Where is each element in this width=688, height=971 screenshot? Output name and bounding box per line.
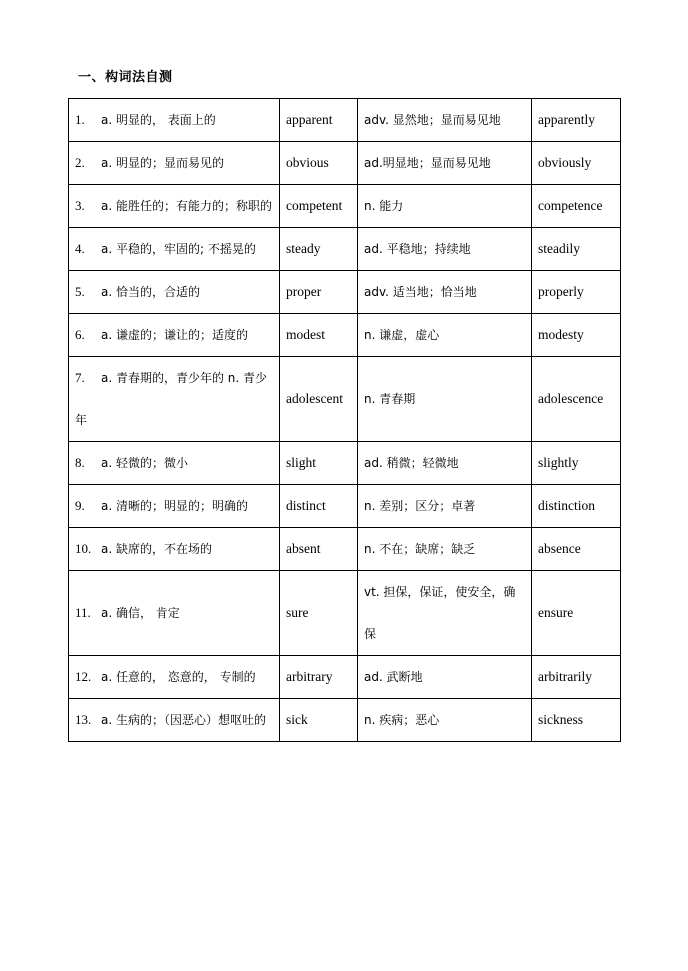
word-cell: arbitrary	[280, 656, 358, 699]
derived-definition-cell: ad. 武断地	[358, 656, 532, 699]
word-cell: steady	[280, 228, 358, 271]
table-row	[69, 656, 621, 699]
derived-definition-cell: n. 差别；区分；卓著	[358, 485, 532, 528]
meaning-cell	[69, 271, 280, 314]
derived-word-cell: properly	[532, 271, 621, 314]
meaning-cell	[69, 314, 280, 357]
meaning-text: a. 清晰的；明显的；明确的	[101, 499, 248, 513]
derived-definition-cell: vt. 担保，保证，使安全，确保	[358, 571, 532, 656]
meaning-cell	[69, 699, 280, 742]
meaning-text: a. 轻微的；微小	[101, 456, 188, 470]
word-cell: sick	[280, 699, 358, 742]
derived-word-cell: sickness	[532, 699, 621, 742]
row-number: 13.	[75, 712, 92, 727]
row-number: 11.	[75, 605, 91, 620]
word-cell: distinct	[280, 485, 358, 528]
meaning-text: a. 青春期的，青少年的 n. 青少年	[75, 371, 268, 427]
derived-definition-cell: n. 青春期	[358, 357, 532, 442]
table-row	[69, 271, 621, 314]
row-number: 9.	[75, 498, 85, 513]
meaning-cell	[69, 485, 280, 528]
meaning-text: a. 恰当的，合适的	[101, 285, 200, 299]
table-row	[69, 99, 621, 142]
table-row	[69, 228, 621, 271]
row-number: 2.	[75, 155, 85, 170]
meaning-text: a. 能胜任的；有能力的；称职的	[101, 199, 272, 213]
meaning-cell	[69, 442, 280, 485]
table-row	[69, 314, 621, 357]
meaning-text: a. 缺席的，不在场的	[101, 542, 212, 556]
meaning-cell	[69, 528, 280, 571]
derived-word-cell: apparently	[532, 99, 621, 142]
derived-word-cell: distinction	[532, 485, 621, 528]
table-row	[69, 185, 621, 228]
derived-word-cell: adolescence	[532, 357, 621, 442]
row-number: 3.	[75, 198, 85, 213]
word-cell: absent	[280, 528, 358, 571]
row-number: 6.	[75, 327, 85, 342]
meaning-text: a. 明显的；显而易见的	[101, 156, 224, 170]
table-row	[69, 142, 621, 185]
derived-definition-cell: n. 疾病；恶心	[358, 699, 532, 742]
word-cell: adolescent	[280, 357, 358, 442]
derived-word-cell: steadily	[532, 228, 621, 271]
derived-word-cell: slightly	[532, 442, 621, 485]
row-number: 12.	[75, 669, 92, 684]
word-cell: slight	[280, 442, 358, 485]
word-cell: proper	[280, 271, 358, 314]
word-formation-table	[68, 98, 621, 742]
derived-definition-cell: n. 能力	[358, 185, 532, 228]
meaning-text: a. 明显的， 表面上的	[101, 113, 216, 127]
table-row	[69, 528, 621, 571]
row-number: 10.	[75, 541, 92, 556]
derived-definition-cell: ad. 平稳地；持续地	[358, 228, 532, 271]
table-row	[69, 485, 621, 528]
table-body	[69, 99, 621, 742]
derived-word-cell: obviously	[532, 142, 621, 185]
row-number: 8.	[75, 455, 85, 470]
meaning-cell	[69, 656, 280, 699]
word-cell: sure	[280, 571, 358, 656]
row-number: 5.	[75, 284, 85, 299]
meaning-text: a. 谦虚的；谦让的；适度的	[101, 328, 248, 342]
table-row	[69, 699, 621, 742]
derived-word-cell: arbitrarily	[532, 656, 621, 699]
meaning-text: a. 生病的；（因恶心）想呕吐的	[101, 713, 266, 727]
meaning-cell	[69, 571, 280, 656]
table-row	[69, 571, 621, 656]
meaning-cell	[69, 99, 280, 142]
word-cell: obvious	[280, 142, 358, 185]
meaning-cell	[69, 357, 280, 442]
derived-definition-cell: adv. 适当地；恰当地	[358, 271, 532, 314]
derived-word-cell: absence	[532, 528, 621, 571]
meaning-cell	[69, 228, 280, 271]
derived-definition-cell: ad.明显地；显而易见地	[358, 142, 532, 185]
table-row	[69, 442, 621, 485]
word-cell: competent	[280, 185, 358, 228]
derived-word-cell: ensure	[532, 571, 621, 656]
derived-word-cell: competence	[532, 185, 621, 228]
section-heading: 一、构词法自测	[78, 70, 173, 85]
table-row	[69, 357, 621, 442]
row-number: 1.	[75, 112, 85, 127]
word-cell: modest	[280, 314, 358, 357]
derived-definition-cell: adv. 显然地；显而易见地	[358, 99, 532, 142]
derived-word-cell: modesty	[532, 314, 621, 357]
word-cell: apparent	[280, 99, 358, 142]
meaning-text: a. 平稳的，牢固的; 不摇晃的	[101, 242, 256, 256]
derived-definition-cell: n. 谦虚，虚心	[358, 314, 532, 357]
row-number: 4.	[75, 241, 85, 256]
meaning-cell	[69, 142, 280, 185]
meaning-cell	[69, 185, 280, 228]
row-number: 7.	[75, 370, 85, 385]
derived-definition-cell: ad. 稍微；轻微地	[358, 442, 532, 485]
meaning-text: a. 任意的， 恣意的， 专制的	[101, 670, 256, 684]
meaning-text: a. 确信， 肯定	[101, 606, 180, 620]
derived-definition-cell: n. 不在；缺席；缺乏	[358, 528, 532, 571]
